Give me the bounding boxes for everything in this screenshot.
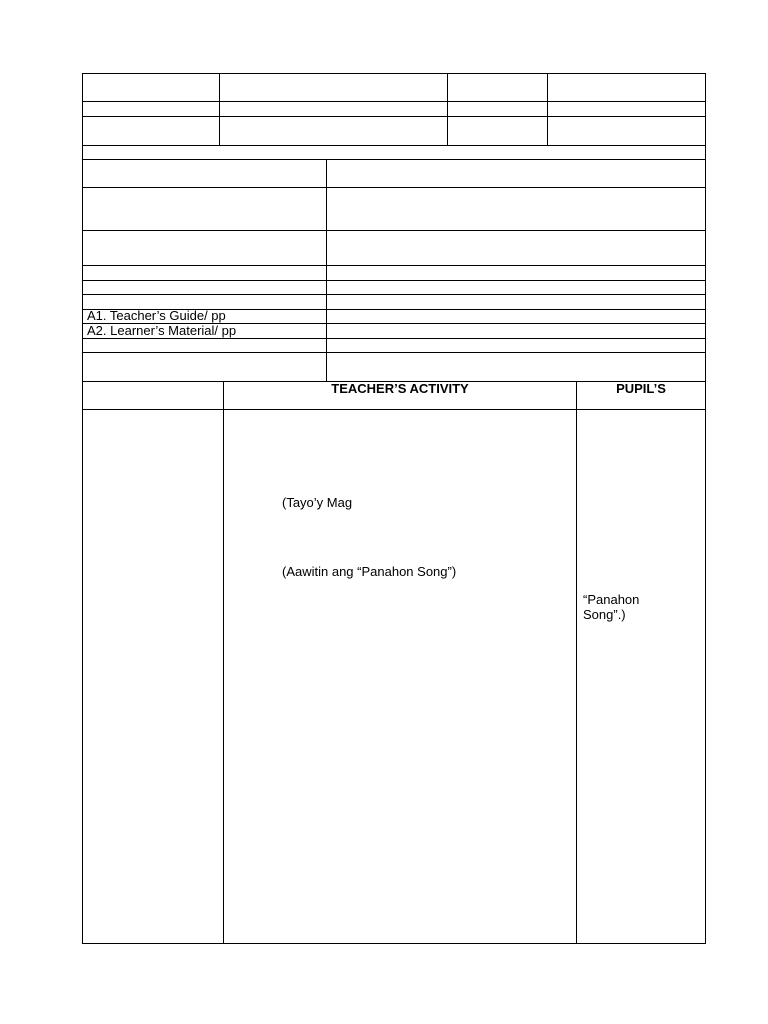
grid-line — [82, 352, 706, 353]
grid-line — [223, 381, 224, 944]
teacher-activity-line: (Aawitin ang “Panahon Song”) — [282, 564, 457, 579]
grid-line — [82, 294, 706, 295]
grid-line — [447, 73, 448, 145]
pupil-activity-line: Song”.) — [583, 607, 626, 622]
grid-line — [82, 280, 706, 281]
grid-line — [576, 381, 577, 944]
learners-material-label: A2. Learner’s Material/ pp — [87, 323, 237, 338]
teacher-activity-line: (Tayo’y Mag — [282, 495, 353, 510]
border-left — [82, 73, 83, 944]
grid-line — [82, 230, 706, 231]
grid-line — [82, 145, 706, 146]
border-bottom — [82, 943, 706, 944]
border-right — [705, 73, 706, 944]
grid-line — [82, 116, 706, 117]
grid-line — [219, 73, 220, 145]
pupil-header: PUPIL’S — [616, 381, 666, 396]
border-top — [82, 73, 706, 74]
grid-line — [82, 338, 706, 339]
grid-line — [82, 101, 706, 102]
teachers-guide-label: A1. Teacher’s Guide/ pp — [87, 308, 226, 323]
grid-line — [82, 409, 706, 410]
grid-line — [326, 159, 327, 381]
pupil-activity-line: “Panahon — [583, 592, 640, 607]
grid-line — [547, 73, 548, 145]
teacher-activity-header: TEACHER’S ACTIVITY — [331, 381, 469, 396]
grid-line — [82, 187, 706, 188]
grid-line — [82, 159, 706, 160]
grid-line — [82, 265, 706, 266]
